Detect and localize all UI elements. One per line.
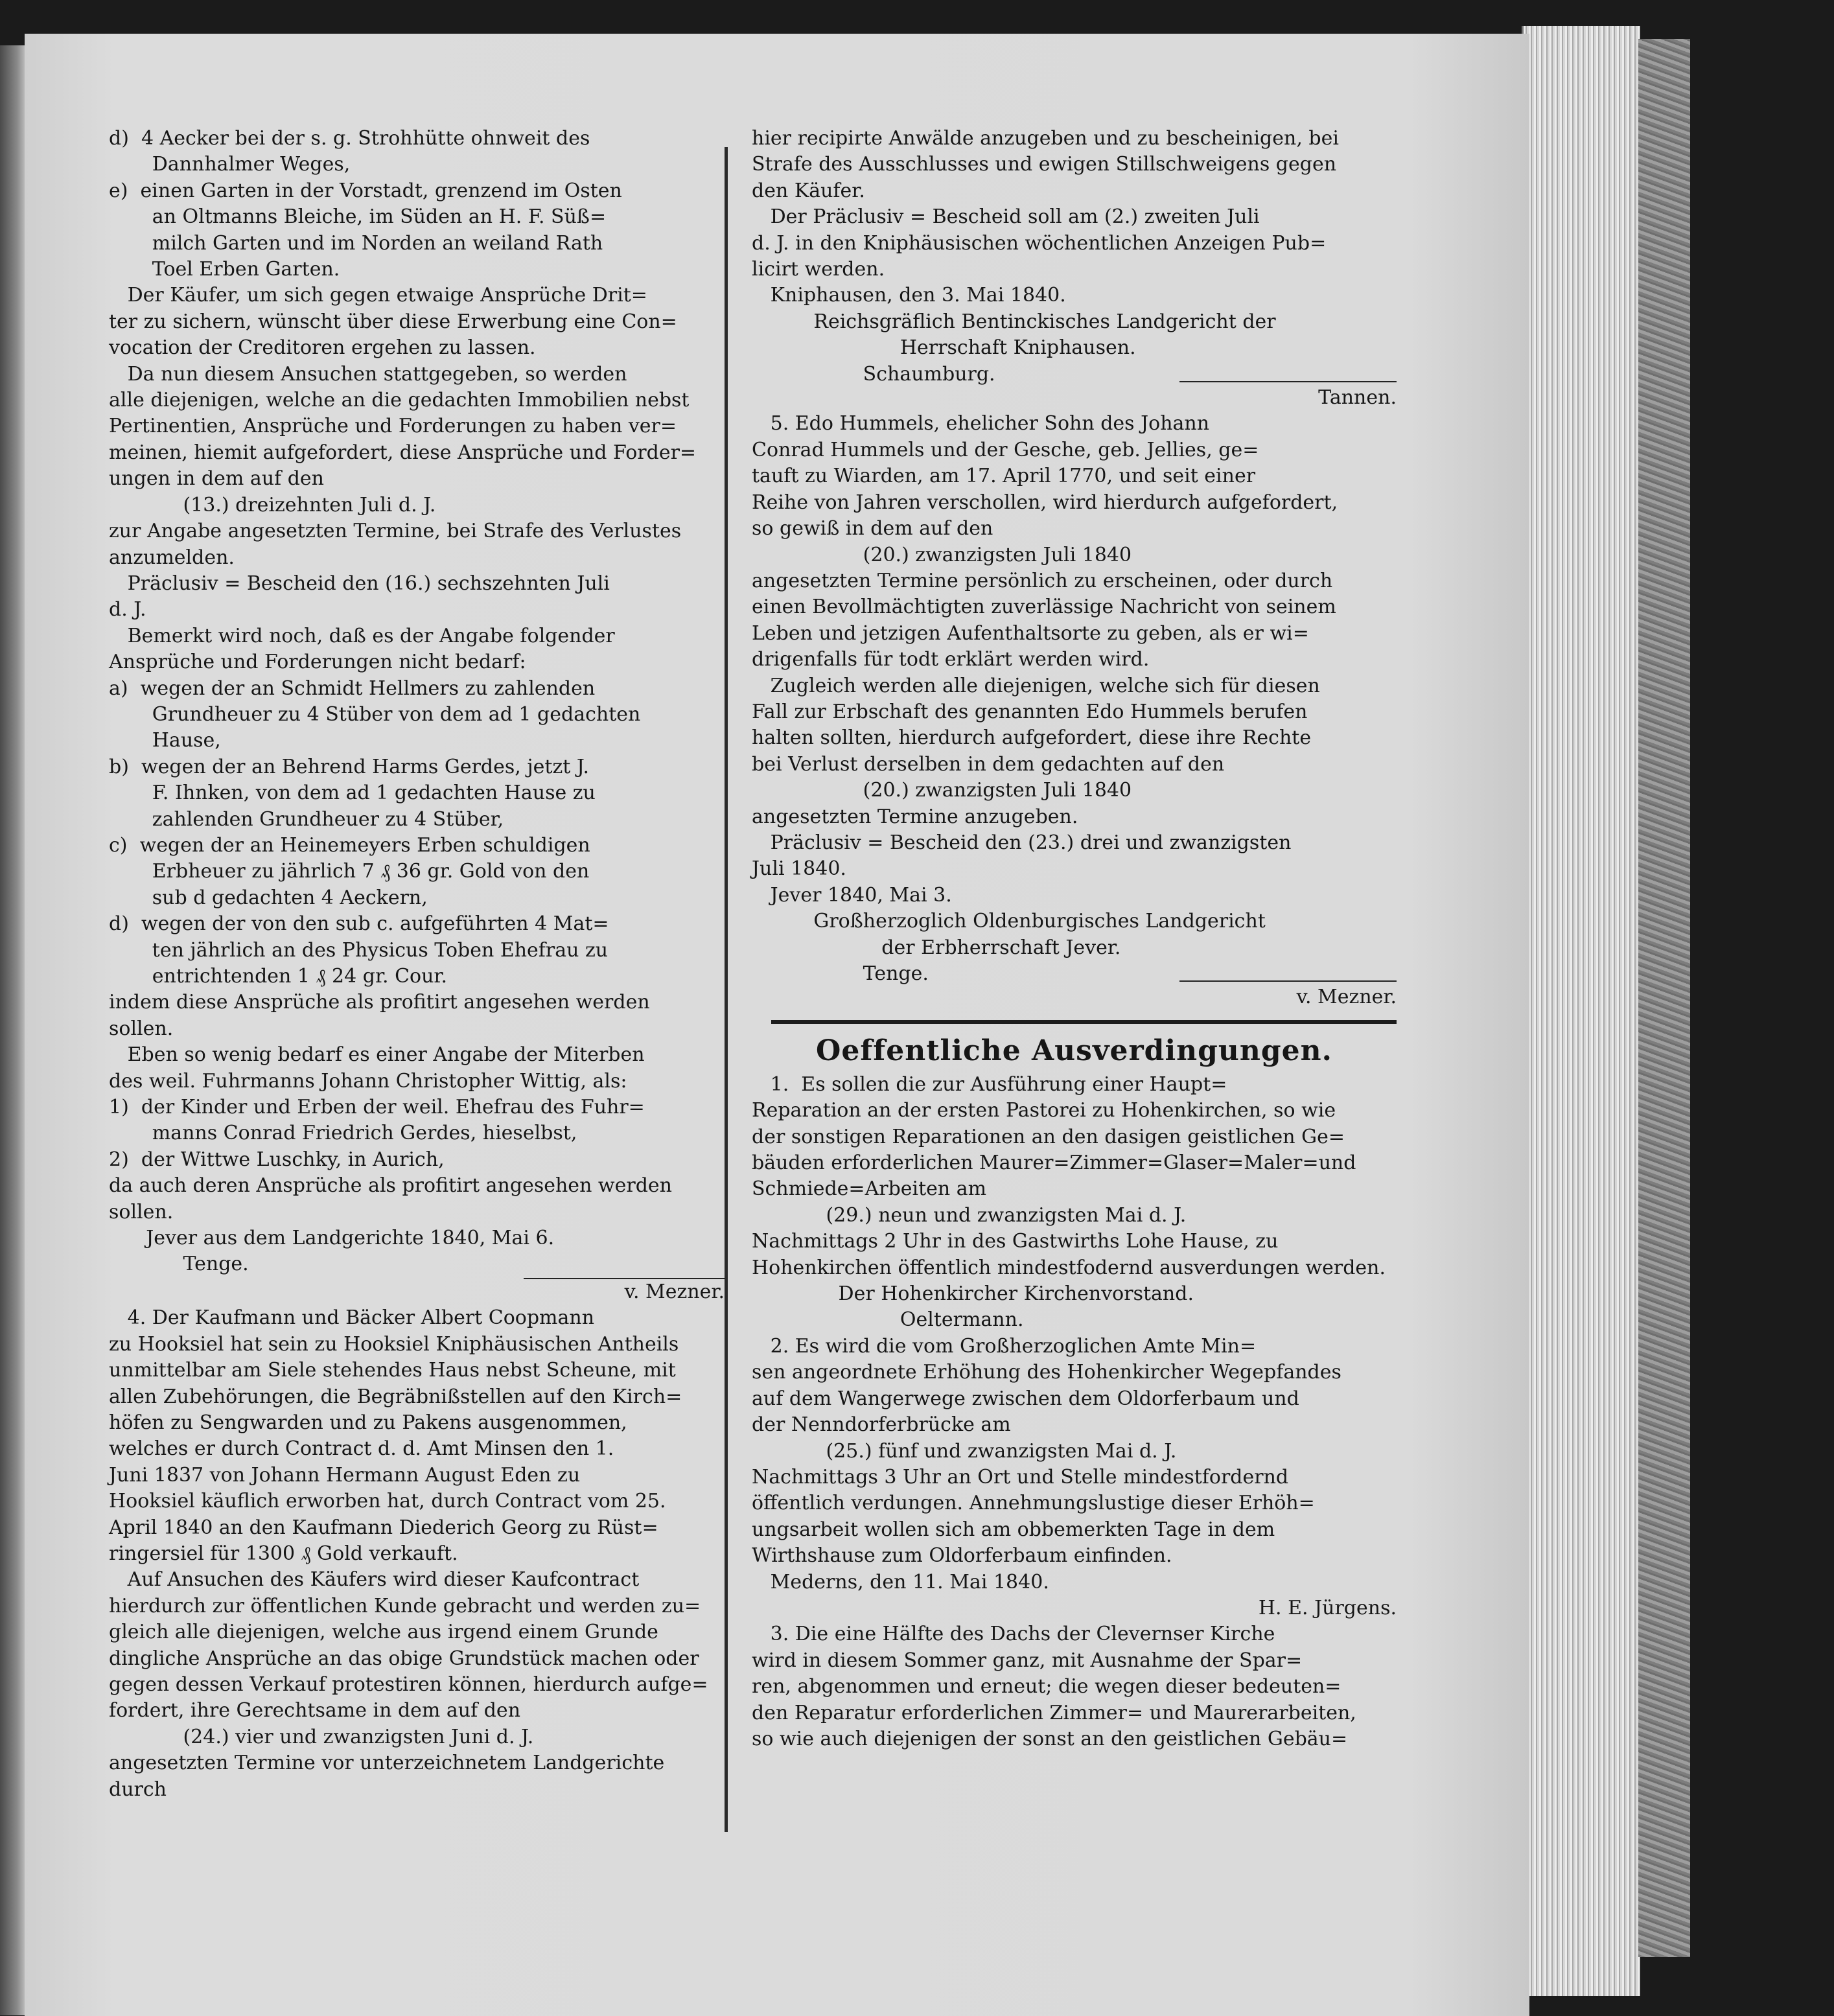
- text-line: halten sollten, hierdurch aufgefordert, diese ihre Rechte: [752, 726, 1312, 750]
- text-line: Pertinentien, Ansprüche und Forderungen zu haben ver=: [109, 415, 677, 438]
- text-line: v. Mezner.: [524, 1278, 725, 1305]
- signoff-juergens: H. E. Jürgens.: [1258, 1596, 1397, 1619]
- text-line: Der Käufer, um sich gegen etwaige Ansprüche Drit=: [109, 284, 647, 307]
- text-line: dingliche Ansprüche an das obige Grundstück machen oder: [109, 1647, 699, 1670]
- text-line: der Erbherrschaft Jever.: [752, 936, 1121, 959]
- text-line: (13.) dreizehnten Juli d. J.: [109, 493, 436, 516]
- right-column-end-text: [752, 1621, 1397, 1752]
- text-line: d) 4 Aecker bei der s. g. Strohhütte ohnweit des: [109, 127, 590, 150]
- text-line: Nachmittags 3 Uhr an Ort und Stelle mindestfordernd: [752, 1465, 1289, 1489]
- book-cover-edge: [1638, 39, 1690, 1957]
- text-line: Großherzoglich Oldenburgisches Landgericht: [752, 910, 1266, 933]
- text-line: Juni 1837 von Johann Hermann August Eden zu: [109, 1463, 581, 1487]
- text-line: zu Hooksiel hat sein zu Hooksiel Kniphäusischen Antheils: [109, 1332, 679, 1356]
- text-line: Wirthshause zum Oldorferbaum einfinden.: [752, 1544, 1172, 1568]
- text-line: Präclusiv = Bescheid den (23.) drei und zwanzigsten: [752, 831, 1292, 854]
- text-line: manns Conrad Friedrich Gerdes, hieselbst,: [109, 1122, 577, 1145]
- text-line: zahlenden Grundheuer zu 4 Stüber,: [109, 807, 504, 831]
- text-line: tauft zu Wiarden, am 17. April 1770, und seit einer: [752, 465, 1256, 488]
- text-line: ten jährlich an des Physicus Toben Ehefrau zu: [109, 938, 609, 962]
- text-line: Eben so wenig bedarf es einer Angabe der Miterben: [109, 1043, 645, 1067]
- text-line: welches er durch Contract d. d. Amt Minsen den 1.: [109, 1437, 614, 1461]
- text-line: 1) der Kinder und Erben der weil. Ehefrau des Fuhr=: [109, 1096, 645, 1119]
- text-line: hier recipirte Anwälde anzugeben und zu bescheinigen, bei: [752, 127, 1339, 150]
- text-line: Strafe des Ausschlusses und ewigen Stillschweigens gegen: [752, 153, 1337, 176]
- text-line: Mederns, den 11. Mai 1840.: [752, 1570, 1049, 1593]
- text-line: 3. Die eine Hälfte des Dachs der Clevernser Kirche: [752, 1623, 1275, 1646]
- text-line: ren, abgenommen und erneut; die wegen dieser bedeuten=: [752, 1675, 1341, 1698]
- text-line: (20.) zwanzigsten Juli 1840: [752, 543, 1132, 566]
- text-line: Juli 1840.: [752, 857, 846, 881]
- text-line: 1. Es sollen die zur Ausführung einer Haupt=: [752, 1072, 1227, 1096]
- text-line: Tenge.: [752, 962, 929, 985]
- column-divider: [725, 147, 728, 1832]
- text-line: (29.) neun und zwanzigsten Mai d. J.: [752, 1203, 1187, 1227]
- text-line: April 1840 an den Kaufmann Diederich Georg zu Rüst=: [109, 1516, 658, 1539]
- text-line: indem diese Ansprüche als profitirt angesehen werden: [109, 991, 650, 1014]
- text-line: Präclusiv = Bescheid den (16.) sechszehnten Juli: [109, 572, 610, 595]
- text-line: gegen dessen Verkauf protestiren können, hierdurch aufge=: [109, 1673, 708, 1696]
- text-line: an Oltmanns Bleiche, im Süden an H. F. Süß=: [109, 205, 607, 229]
- text-line: (25.) fünf und zwanzigsten Mai d. J.: [752, 1439, 1177, 1463]
- signoff-tannen: Tannen.: [1318, 386, 1397, 410]
- text-line: hierdurch zur öffentlichen Kunde gebracht und werden zu=: [109, 1594, 701, 1617]
- text-line: allen Zubehörungen, die Begräbnißstellen auf den Kirch=: [109, 1385, 682, 1408]
- right-column: [752, 126, 1397, 1752]
- text-line: ter zu sichern, wünscht über diese Erwerbung eine Con=: [109, 310, 677, 333]
- section-rule: [771, 1020, 1397, 1024]
- text-line: zur Angabe angesetzten Termine, bei Strafe des Verlustes: [109, 520, 682, 543]
- text-line: Leben und jetzigen Aufenthaltsorte zu geben, als er wi=: [752, 621, 1309, 645]
- text-line: Hooksiel käuflich erworben hat, durch Contract vom 25.: [109, 1490, 666, 1513]
- text-line: fordert, ihre Gerechtsame in dem auf den: [109, 1699, 521, 1722]
- document-page: [25, 34, 1529, 2016]
- right-column-middle-text: [752, 411, 1397, 987]
- text-line: Schaumburg.: [752, 362, 995, 386]
- text-line: Der Präclusiv = Bescheid soll am (2.) zweiten Juli: [752, 205, 1260, 229]
- right-column-bottom-text: [752, 1072, 1397, 1595]
- text-line: c) wegen der an Heinemeyers Erben schuldigen: [109, 833, 590, 857]
- text-line: (24.) vier und zwanzigsten Juni d. J.: [109, 1725, 534, 1748]
- left-page-edge: [0, 45, 25, 2015]
- text-line: 2) der Wittwe Luschky, in Aurich,: [109, 1148, 445, 1171]
- text-line: angesetzten Termine vor unterzeichnetem Landgerichte durch: [109, 1752, 671, 1801]
- text-line: bei Verlust derselben in dem gedachten auf den: [752, 752, 1225, 776]
- text-line: Grundheuer zu 4 Stüber von dem ad 1 gedachten: [109, 702, 641, 726]
- text-line: Reparation an der ersten Pastorei zu Hohenkirchen, so wie: [752, 1099, 1336, 1122]
- text-line: a) wegen der an Schmidt Hellmers zu zahlenden: [109, 677, 596, 700]
- text-line: sen angeordnete Erhöhung des Hohenkircher Wegepfandes: [752, 1361, 1341, 1384]
- text-line: e) einen Garten in der Vorstadt, grenzend im Osten: [109, 179, 622, 202]
- text-line: Schmiede=Arbeiten am: [752, 1177, 987, 1201]
- text-line: Herrschaft Kniphausen.: [752, 336, 1136, 360]
- text-line: d. J. in den Kniphäusischen wöchentlichen Anzeigen Pub=: [752, 231, 1327, 255]
- text-line: Ansprüche und Forderungen nicht bedarf:: [109, 651, 526, 674]
- text-line: Kniphausen, den 3. Mai 1840.: [752, 284, 1066, 307]
- text-line: F. Ihnken, von dem ad 1 gedachten Hause zu: [109, 782, 596, 805]
- text-line: angesetzten Termine persönlich zu erscheinen, oder durch: [752, 569, 1333, 592]
- text-line: bäuden erforderlichen Maurer=Zimmer=Glaser=Maler=und: [752, 1152, 1356, 1175]
- text-line: Hause,: [109, 729, 221, 752]
- text-line: Jever aus dem Landgerichte 1840, Mai 6.: [109, 1227, 555, 1250]
- text-line: Bemerkt wird noch, daß es der Angabe folgender: [109, 624, 615, 647]
- text-line: unmittelbar am Siele stehendes Haus nebst Scheune, mit: [109, 1359, 676, 1382]
- text-line: sollen.: [109, 1017, 174, 1040]
- text-line: Dannhalmer Weges,: [109, 153, 351, 176]
- text-line: Reichsgräflich Bentinckisches Landgericht der: [752, 310, 1276, 333]
- text-line: einen Bevollmächtigten zuverlässige Nachricht von seinem: [752, 596, 1336, 619]
- text-line: entrichtenden 1 ₰ 24 gr. Cour.: [109, 965, 448, 988]
- text-line: öffentlich verdungen. Annehmungslustige dieser Erhöh=: [752, 1492, 1315, 1515]
- text-line: meinen, hiemit aufgefordert, diese Ansprüche und Forder=: [109, 441, 697, 464]
- text-line: sollen.: [109, 1200, 174, 1223]
- text-line: d) wegen der von den sub c. aufgeführten 4 Mat=: [109, 912, 609, 936]
- text-line: alle diejenigen, welche an die gedachten Immobilien nebst: [109, 389, 690, 412]
- signoff-mezner: v. Mezner.: [1296, 986, 1397, 1009]
- text-line: ringersiel für 1300 ₰ Gold verkauft.: [109, 1542, 458, 1565]
- text-line: angesetzten Termine anzugeben.: [752, 805, 1078, 828]
- right-column-top-text: [752, 126, 1397, 388]
- text-line: milch Garten und im Norden an weiland Rath: [109, 231, 603, 255]
- text-line: 4. Der Kaufmann und Bäcker Albert Coopmann: [109, 1306, 595, 1330]
- text-line: (20.) zwanzigsten Juli 1840: [752, 779, 1132, 802]
- text-line: gleich alle diejenigen, welche aus irgend einem Grunde: [109, 1621, 658, 1644]
- text-line: licirt werden.: [752, 258, 885, 281]
- text-line: Auf Ansuchen des Käufers wird dieser Kaufcontract: [109, 1568, 640, 1592]
- text-line: anzumelden.: [109, 546, 235, 569]
- section-heading: Oeffentliche Ausverdingungen.: [816, 1034, 1332, 1067]
- text-line: Tenge.: [109, 1253, 249, 1276]
- text-line: Oeltermann.: [752, 1308, 1024, 1332]
- text-line: der sonstigen Reparationen an den dasigen geistlichen Ge=: [752, 1125, 1345, 1148]
- text-line: Fall zur Erbschaft des genannten Edo Hummels berufen: [752, 700, 1308, 723]
- text-line: Hohenkirchen öffentlich mindestfodernd ausverdungen werden.: [752, 1256, 1386, 1279]
- signature-rule: [1179, 980, 1397, 982]
- text-line: den Reparatur erforderlichen Zimmer= und Maurerarbeiten,: [752, 1701, 1356, 1724]
- text-line: wird in diesem Sommer ganz, mit Ausnahme der Spar=: [752, 1649, 1303, 1672]
- text-line: Zugleich werden alle diejenigen, welche sich für diesen: [752, 674, 1320, 697]
- text-line: Conrad Hummels und der Gesche, geb. Jellies, ge=: [752, 438, 1259, 461]
- text-line: b) wegen der an Behrend Harms Gerdes, jetzt J.: [109, 755, 590, 778]
- text-line: 5. Edo Hummels, ehelicher Sohn des Johann: [752, 412, 1210, 435]
- text-line: 2. Es wird die vom Großherzoglichen Amte Min=: [752, 1334, 1257, 1358]
- signature-rule: [1179, 381, 1397, 382]
- text-line: d. J.: [109, 598, 146, 621]
- text-line: ungen in dem auf den: [109, 467, 324, 491]
- text-line: den Käufer.: [752, 179, 865, 202]
- text-line: ungsarbeit wollen sich am obbemerkten Tage in dem: [752, 1518, 1275, 1541]
- text-line: Jever 1840, Mai 3.: [752, 883, 952, 907]
- text-line: Erbheuer zu jährlich 7 ₰ 36 gr. Gold von den: [109, 860, 590, 883]
- text-line: des weil. Fuhrmanns Johann Christopher Wittig, als:: [109, 1069, 627, 1093]
- text-line: Reihe von Jahren verschollen, wird hierdurch aufgefordert,: [752, 491, 1338, 514]
- text-line: Nachmittags 2 Uhr in des Gastwirths Lohe Hause, zu: [752, 1230, 1279, 1253]
- text-line: höfen zu Sengwarden und zu Pakens ausgenommen,: [109, 1411, 627, 1434]
- text-line: so gewiß in dem auf den: [752, 517, 993, 540]
- text-line: Toel Erben Garten.: [109, 258, 340, 281]
- left-column: [109, 126, 725, 1803]
- text-line: auf dem Wangerwege zwischen dem Oldorferbaum und: [752, 1387, 1299, 1410]
- text-line: der Nenndorferbrücke am: [752, 1413, 1011, 1437]
- text-line: so wie auch diejenigen der sonst an den geistlichen Gebäu=: [752, 1727, 1348, 1750]
- book-page-edges: [1522, 26, 1640, 1996]
- text-line: vocation der Creditoren ergehen zu lassen.: [109, 336, 536, 360]
- text-line: da auch deren Ansprüche als profitirt angesehen werden: [109, 1174, 672, 1198]
- text-line: drigenfalls für todt erklärt werden wird.: [752, 648, 1150, 671]
- text-line: Der Hohenkircher Kirchenvorstand.: [752, 1282, 1194, 1306]
- text-line: sub d gedachten 4 Aeckern,: [109, 886, 428, 909]
- text-line: Da nun diesem Ansuchen stattgegeben, so werden: [109, 362, 627, 386]
